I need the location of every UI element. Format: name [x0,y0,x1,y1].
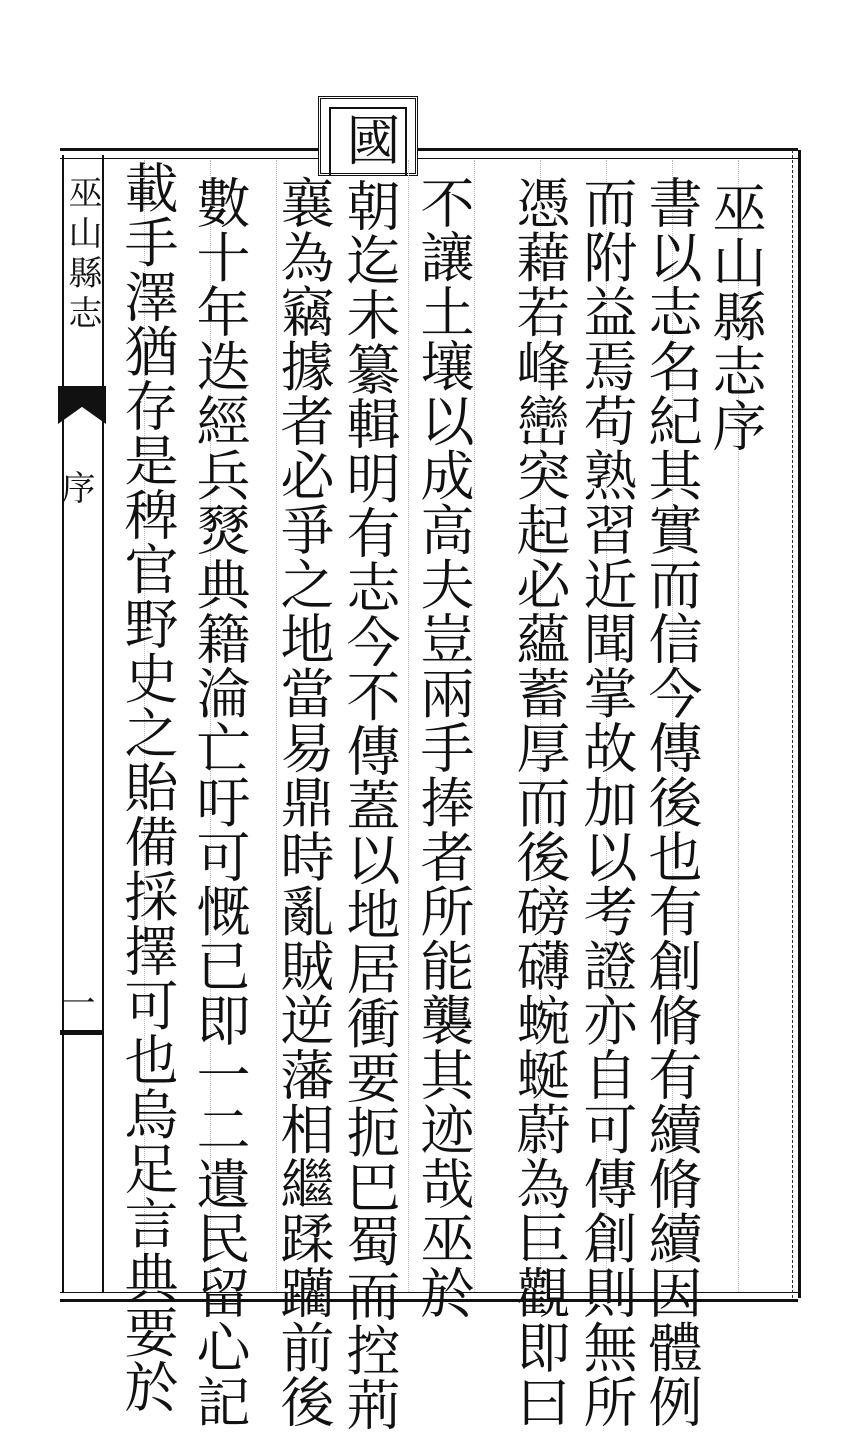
text-column-1: 書以志名紀其實而信今傳後也有創脩有續脩續因體例 [640,175,703,1429]
spine-page-number: 一 [55,985,95,1019]
text-column-3: 憑藉若峰巒突起必蘊蓄厚而後磅礴蜿蜒蔚為巨觀即曰 [508,175,571,1429]
spine-section-label: 序 [55,470,95,504]
text-column-8: 載手澤猶存是稗官野史之貽備採擇可也烏足言典要於 [116,160,179,1414]
page-frame-top [60,148,798,159]
honorific-character: 國 [338,112,401,167]
text-column-4: 不讓土壤以成高夫豈兩手捧者所能襲其迹哉巫於 [412,175,475,1320]
page-frame-right [792,150,801,1298]
spine-book-title: 巫山縣志 [62,175,102,335]
text-column-5: 朝迄未纂輯明有志今不傳蓋以地居衝要扼巴蜀而控荊 [338,178,401,1432]
text-column-2: 而附益焉苟熟習近聞掌故加以考證亦自可傳創則無所 [575,175,638,1429]
spine-rule-right [102,155,104,1292]
spine-divider-bar [60,1030,104,1035]
text-column-7: 數十年迭經兵燹典籍淪亡吁可慨已即一二遺民留心記 [188,175,251,1429]
preface-title: 巫山縣志序 [704,180,767,453]
text-column-6: 襄為竊據者必爭之地當易鼎時亂賊逆藩相繼蹂躪前後 [272,175,335,1429]
column-rule [408,160,409,1292]
